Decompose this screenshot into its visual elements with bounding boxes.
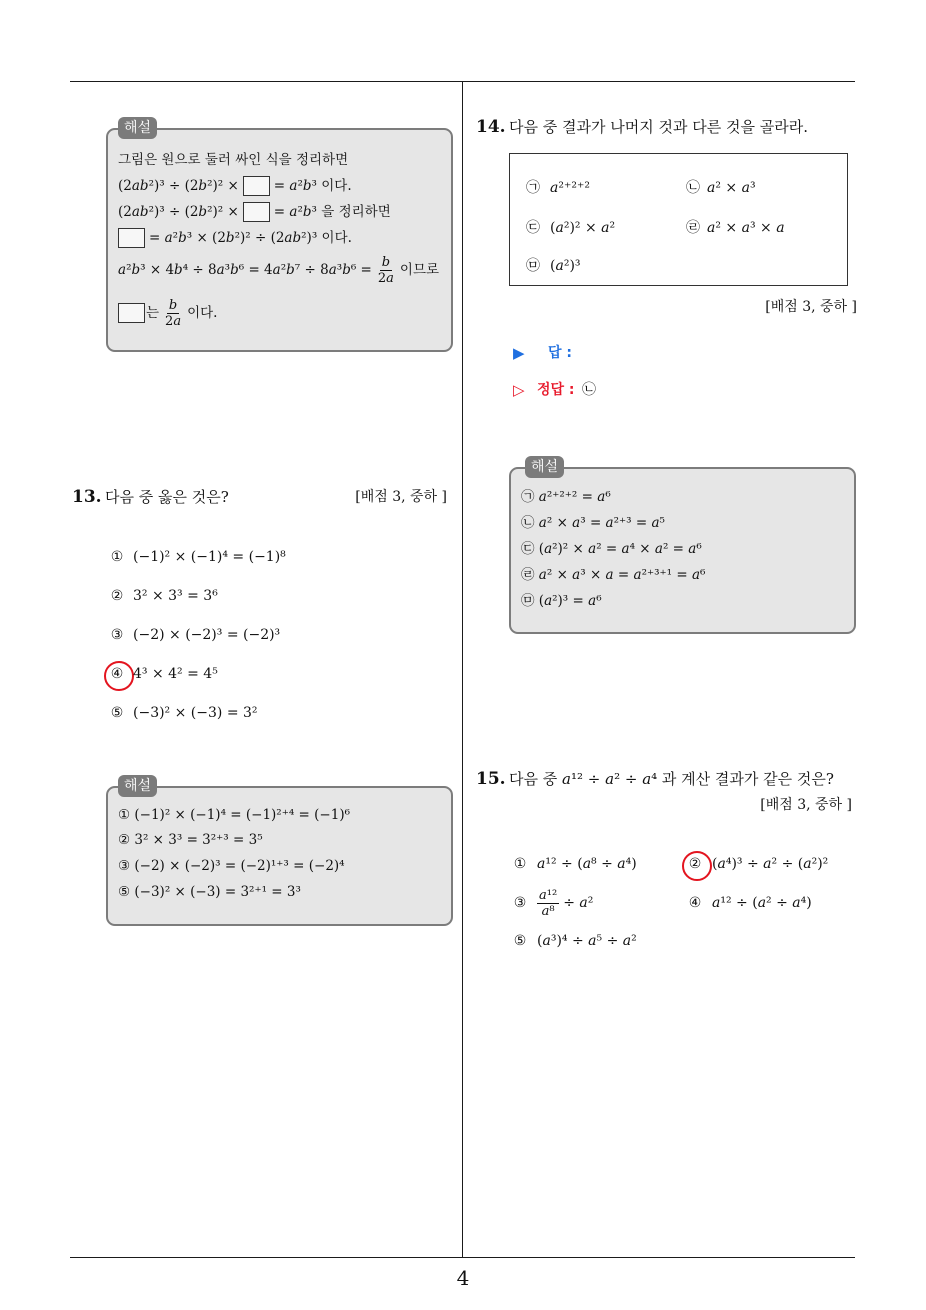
math-variable: a — [617, 856, 626, 872]
option-expression: (−1)² × (−1)⁴ = (−1)⁸ — [133, 549, 286, 565]
math-variable: b — [139, 204, 149, 220]
math-variable: a — [605, 770, 615, 788]
option-expression: (a⁴)³ ÷ a² ÷ (a²)² — [712, 856, 829, 872]
explanation-expression: ① (−1)² × (−1)⁴ = (−1)²⁺⁴ = (−1)⁶ — [118, 807, 350, 823]
option-expression-group — [537, 886, 593, 920]
explanation-expression: ③ (−2) × (−2)³ = (−2)¹⁺³ = (−2)⁴ — [118, 858, 345, 874]
fraction-denominator: 2a — [377, 270, 394, 286]
choices-box — [509, 153, 848, 286]
option-expression: 3² × 3³ = 3⁶ — [133, 588, 218, 604]
choice-mark: ㉤ — [526, 258, 540, 274]
fraction-denominator: a⁸ — [541, 903, 555, 919]
score-label: [배점 3, 중하 ] — [765, 299, 857, 315]
math-variable: a — [328, 262, 337, 278]
math-variable: a — [691, 567, 701, 583]
option-mark: ③ — [110, 627, 124, 643]
explanation-box-q14 — [509, 459, 856, 634]
math-variable: a — [776, 220, 785, 236]
explanation-line — [118, 830, 263, 850]
explanation-line-2 — [118, 176, 352, 196]
explanation-line — [521, 565, 705, 585]
math-variable: a — [633, 567, 642, 583]
answer-blank-box — [118, 303, 145, 323]
question-text: 다음 중 a¹² ÷ a² ÷ a⁴ 과 계산 결과가 같은 것은? — [509, 770, 834, 788]
question-text: 다음 중 결과가 나머지 것과 다른 것을 골라라. — [509, 118, 808, 136]
question-number: 13. — [72, 487, 102, 507]
explanation-expression: = a²b³ 이다. — [273, 178, 352, 194]
math-variable: b — [139, 178, 149, 194]
option-expression: a¹² ÷ (a⁸ ÷ a⁴) — [537, 856, 637, 872]
option-expression: (a³)⁴ ÷ a⁵ ÷ a² — [537, 933, 637, 949]
answer-blank-box — [118, 228, 145, 248]
answer-arrow-icon: ▶ — [513, 344, 525, 362]
explanation-line-1 — [118, 150, 348, 170]
math-variable: a — [538, 515, 547, 531]
math-variable: a — [601, 220, 610, 236]
math-variable: b — [178, 230, 187, 246]
math-variable: a — [605, 515, 614, 531]
math-variable: b — [225, 230, 235, 246]
option-mark: ② — [110, 588, 124, 604]
page-number: 4 — [456, 1266, 470, 1290]
explanation-text: 는 — [146, 305, 160, 321]
option-mark: ⑤ — [110, 705, 124, 721]
explanation-line — [521, 487, 611, 507]
explanation-expression: = a²b³ × (2b²)² ÷ (2ab²)³ 이다. — [149, 230, 352, 246]
question-number: 14. — [476, 117, 506, 137]
choice-mark: ㉢ — [526, 220, 540, 236]
math-variable: b — [198, 204, 208, 220]
math-variable: a — [555, 258, 564, 274]
option-mark: ④ — [110, 666, 124, 682]
math-variable: a — [717, 856, 726, 872]
choice-expression: a² × a³ — [707, 180, 756, 196]
math-variable: a — [272, 262, 281, 278]
math-variable: a — [538, 567, 547, 583]
fraction — [537, 888, 559, 919]
explanation-line-5 — [118, 253, 439, 287]
fraction — [376, 255, 396, 286]
math-variable: a — [539, 887, 547, 903]
math-variable: a — [164, 230, 173, 246]
math-variable: a — [131, 178, 140, 194]
question-text: 다음 중 옳은 것은? — [105, 488, 229, 506]
math-variable: b — [230, 262, 239, 278]
math-variable: b — [381, 254, 391, 270]
math-variable: a — [386, 270, 394, 286]
math-variable: a — [572, 515, 581, 531]
math-variable: a — [562, 770, 571, 788]
math-variable: b — [302, 178, 312, 194]
question-number: 15. — [476, 769, 506, 789]
choice-expression: a² × a³ × a — [707, 220, 785, 236]
correct-arrow-icon: ▷ — [513, 381, 525, 399]
math-variable: a — [803, 856, 812, 872]
option-expression: a¹² ÷ (a² ÷ a⁴) — [712, 895, 812, 911]
explanation-line — [521, 513, 665, 533]
math-variable: a — [555, 220, 564, 236]
explanation-line-4 — [118, 228, 352, 248]
correct-answer-value: ㉡ — [582, 382, 596, 398]
math-variable: a — [741, 220, 750, 236]
option-mark: ③ — [513, 895, 527, 911]
math-variable: a — [605, 567, 614, 583]
explanation-line — [118, 856, 345, 876]
explanation-text: 이다. — [187, 305, 218, 321]
math-variable: a — [622, 933, 632, 949]
math-variable: b — [131, 262, 141, 278]
math-variable: a — [651, 515, 660, 531]
math-variable: a — [707, 220, 716, 236]
choice-expression: (a²)³ — [550, 258, 581, 274]
option-expression: 4³ × 4² = 4⁵ — [133, 666, 218, 682]
math-variable: b — [198, 178, 208, 194]
math-variable: a — [707, 180, 716, 196]
math-variable: a — [537, 856, 546, 872]
math-variable: a — [289, 204, 298, 220]
choice-mark: ㉡ — [686, 180, 700, 196]
math-variable: a — [588, 541, 597, 557]
math-variable: a — [544, 593, 553, 609]
math-variable: a — [712, 895, 721, 911]
math-variable: b — [168, 297, 178, 313]
option-expression: (−3)² × (−3) = 3² — [133, 705, 258, 721]
math-variable: a — [579, 895, 588, 911]
choice-mark: ㉠ — [526, 180, 540, 196]
option-mark: ⑤ — [513, 933, 527, 949]
math-variable: a — [131, 204, 140, 220]
explanation-line-3 — [118, 202, 391, 222]
math-variable: a — [284, 230, 293, 246]
explanation-expression: ㉤ (a²)³ = a⁶ — [521, 593, 602, 609]
column-divider — [462, 82, 463, 1258]
math-variable: b — [286, 262, 295, 278]
math-variable: a — [289, 178, 298, 194]
choice-expression: a²⁺²⁺² — [550, 180, 590, 196]
math-variable: a — [597, 489, 606, 505]
explanation-tab: 해설 — [118, 117, 157, 139]
math-variable: a — [792, 895, 801, 911]
fraction — [163, 298, 183, 329]
math-variable: a — [757, 895, 767, 911]
explanation-line — [118, 805, 350, 825]
explanation-line — [118, 882, 301, 902]
explanation-line — [521, 591, 602, 611]
score-label: [배점 3, 중하 ] — [355, 489, 447, 505]
math-variable: a — [173, 313, 182, 329]
explanation-expression: ㉠ a²⁺²⁺² = a⁶ — [521, 489, 611, 505]
explanation-tab: 해설 — [118, 775, 157, 797]
fraction-numerator — [167, 298, 179, 314]
math-variable: a — [621, 541, 630, 557]
answer-blank-box — [243, 176, 270, 196]
explanation-expression: a²b³ × 4b⁴ ÷ 8a³b⁶ = 4a²b⁷ ÷ 8a³b⁶ = — [118, 262, 372, 278]
choice-expression: (a²)² × a² — [550, 220, 616, 236]
explanation-expression: ② 3² × 3³ = 3²⁺³ = 3⁵ — [118, 832, 263, 848]
answer-label: 답 : — [548, 345, 572, 361]
option-mark: ① — [110, 549, 124, 565]
fraction-numerator — [380, 255, 392, 271]
option-expression: (−2) × (−2)³ = (−2)³ — [133, 627, 281, 643]
explanation-expression: (2ab²)³ ÷ (2b²)² × — [118, 178, 239, 194]
bottom-rule — [70, 1257, 855, 1258]
math-variable: b — [342, 262, 351, 278]
explanation-expression: (2ab²)³ ÷ (2b²)² × — [118, 204, 239, 220]
option-mark: ④ — [688, 895, 702, 911]
math-variable: a — [572, 567, 581, 583]
math-variable: a — [741, 180, 750, 196]
math-variable: b — [174, 262, 183, 278]
explanation-box-q13 — [106, 778, 453, 926]
math-variable: b — [292, 230, 302, 246]
math-variable: a — [541, 903, 550, 919]
math-variable: a — [538, 489, 547, 505]
math-variable: b — [302, 204, 312, 220]
answer-blank-box — [243, 202, 270, 222]
score-label: [배점 3, 중하 ] — [760, 797, 852, 813]
math-variable: a — [654, 541, 663, 557]
fraction-denominator: 2a — [165, 313, 182, 329]
math-variable: a — [542, 933, 551, 949]
explanation-expression: ⑤ (−3)² × (−3) = 3²⁺¹ = 3³ — [118, 884, 301, 900]
math-variable: a — [688, 541, 697, 557]
explanation-text: 이므로 — [399, 262, 440, 278]
choice-mark: ㉣ — [686, 220, 700, 236]
math-variable: a — [588, 933, 597, 949]
explanation-expression: ㉡ a² × a³ = a²⁺³ = a⁵ — [521, 515, 665, 531]
explanation-box-top-left — [106, 120, 453, 352]
explanation-expression: ㉢ (a²)² × a² = a⁴ × a² = a⁶ — [521, 541, 702, 557]
explanation-line — [521, 539, 702, 559]
math-variable: a — [118, 262, 127, 278]
math-variable: a — [588, 593, 597, 609]
math-variable: a — [642, 770, 652, 788]
math-variable: a — [216, 262, 225, 278]
explanation-expression: = a²b³ 을 정리하면 — [273, 204, 391, 220]
math-variable: a — [763, 856, 772, 872]
explanation-line-6 — [118, 296, 217, 330]
math-variable: a — [544, 541, 553, 557]
option-expression: ÷ a² — [563, 895, 594, 911]
explanation-text: 그림은 원으로 둘러 싸인 식을 정리하면 — [118, 152, 349, 168]
math-variable: a — [550, 180, 559, 196]
explanation-tab: 해설 — [525, 456, 564, 478]
math-variable: a — [582, 856, 592, 872]
explanation-expression: ㉣ a² × a³ × a = a²⁺³⁺¹ = a⁶ — [521, 567, 706, 583]
correct-answer-label: 정답 : — [537, 382, 575, 398]
fraction-numerator: a¹² — [539, 887, 558, 903]
option-mark: ② — [688, 856, 702, 872]
option-mark: ① — [513, 856, 527, 872]
